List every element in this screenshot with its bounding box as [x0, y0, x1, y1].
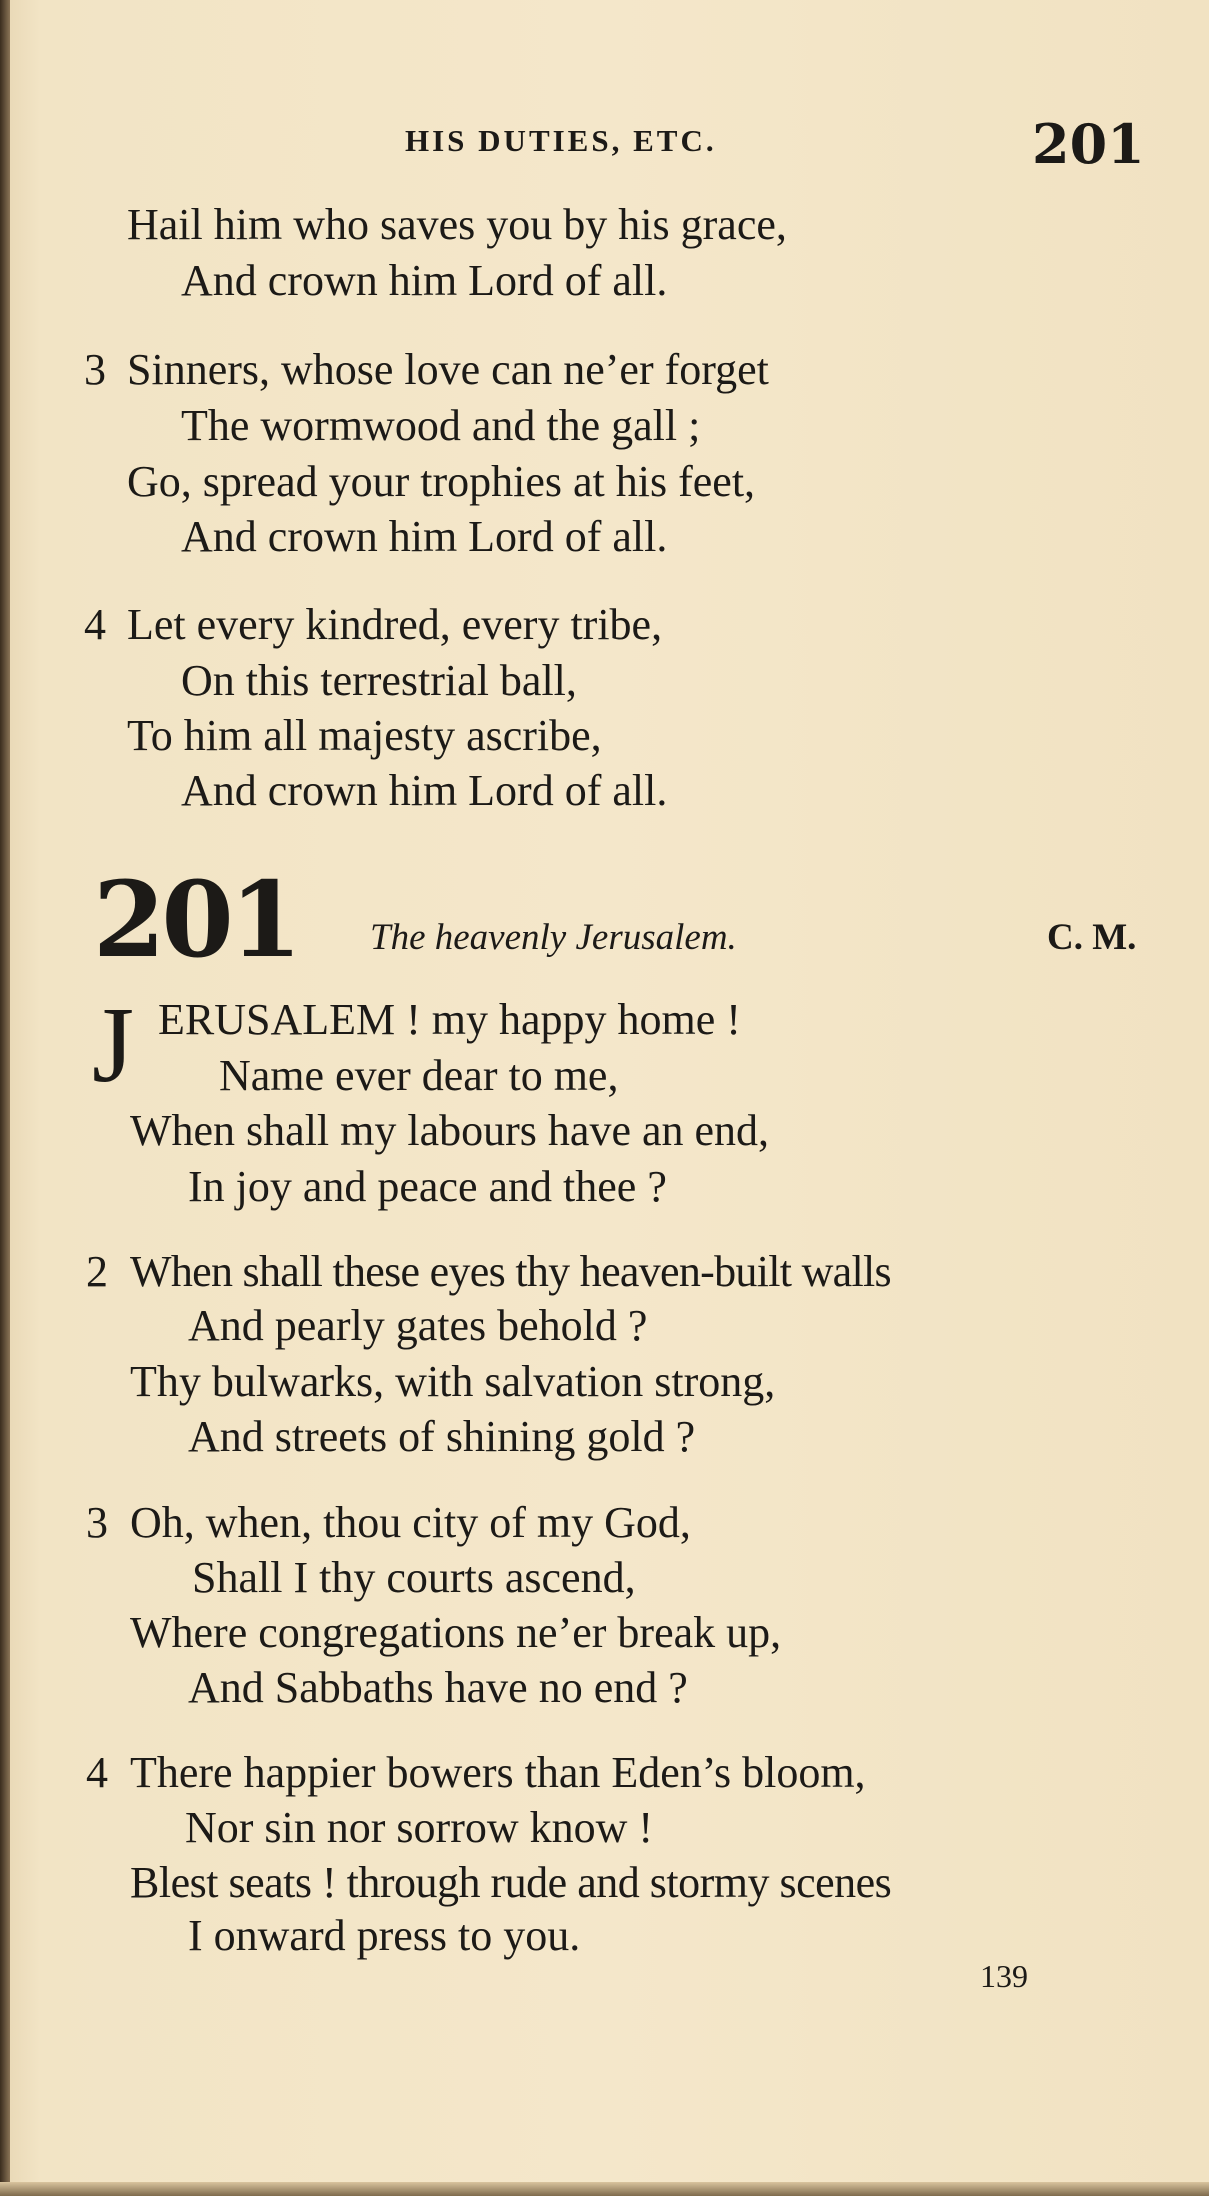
verse-line: Hail him who saves you by his grace,: [127, 200, 787, 249]
running-head: HIS DUTIES, ETC.: [405, 123, 717, 158]
verse-line: And crown him Lord of all.: [181, 766, 668, 815]
verse-line: There happier bowers than Eden’s bloom,: [130, 1748, 866, 1797]
verse-line: And streets of shining gold ?: [188, 1412, 696, 1461]
page-number-bottom: 139: [980, 1958, 1028, 1994]
verse-line: Where congregations ne’er break up,: [130, 1608, 782, 1657]
hymn-title: The heavenly Jerusalem.: [370, 917, 737, 958]
verse-line: To him all majesty ascribe,: [127, 711, 602, 760]
verse-line: Nor sin nor sorrow know !: [185, 1803, 654, 1852]
verse-number: 4: [86, 1748, 108, 1797]
verse-line: Sinners, whose love can ne’er forget: [127, 345, 769, 394]
verse-line: I onward press to you.: [188, 1911, 581, 1960]
hymn-number: 201: [93, 858, 299, 981]
page-number-top: 201: [1032, 112, 1145, 176]
verse-number: 4: [84, 600, 106, 649]
verse-line: The wormwood and the gall ;: [181, 401, 701, 450]
verse-line: When shall my labours have an end,: [130, 1106, 770, 1155]
verse-line: Name ever dear to me,: [219, 1051, 619, 1100]
verse-line: Go, spread your trophies at his feet,: [127, 457, 756, 506]
verse-line: In joy and peace and thee ?: [188, 1162, 667, 1211]
verse-line: On this terrestrial ball,: [181, 656, 577, 705]
verse-line: Let every kindred, every tribe,: [127, 600, 663, 649]
verse-line: And pearly gates behold ?: [188, 1301, 648, 1350]
verse-line: And crown him Lord of all.: [181, 256, 668, 305]
drop-cap: J: [92, 986, 135, 1105]
verse-line: And crown him Lord of all.: [181, 512, 668, 561]
verse-line: Shall I thy courts ascend,: [192, 1553, 636, 1602]
verse-line: Thy bulwarks, with salvation strong,: [130, 1357, 776, 1406]
book-spine-shadow: [0, 0, 10, 2196]
page-bottom-edge: [0, 2182, 1209, 2196]
verse-number: 3: [86, 1498, 108, 1547]
verse-line: And Sabbaths have no end ?: [188, 1663, 688, 1712]
hymn-meter: C. M.: [1047, 917, 1137, 958]
verse-number: 2: [86, 1247, 108, 1296]
verse-number: 3: [84, 345, 106, 394]
verse-line: ERUSALEM ! my happy home !: [158, 995, 741, 1044]
verse-line: When shall these eyes thy heaven-built walls: [130, 1247, 891, 1296]
verse-line: Blest seats ! through rude and stormy scenes: [130, 1858, 892, 1907]
verse-line: Oh, when, thou city of my God,: [130, 1498, 691, 1547]
